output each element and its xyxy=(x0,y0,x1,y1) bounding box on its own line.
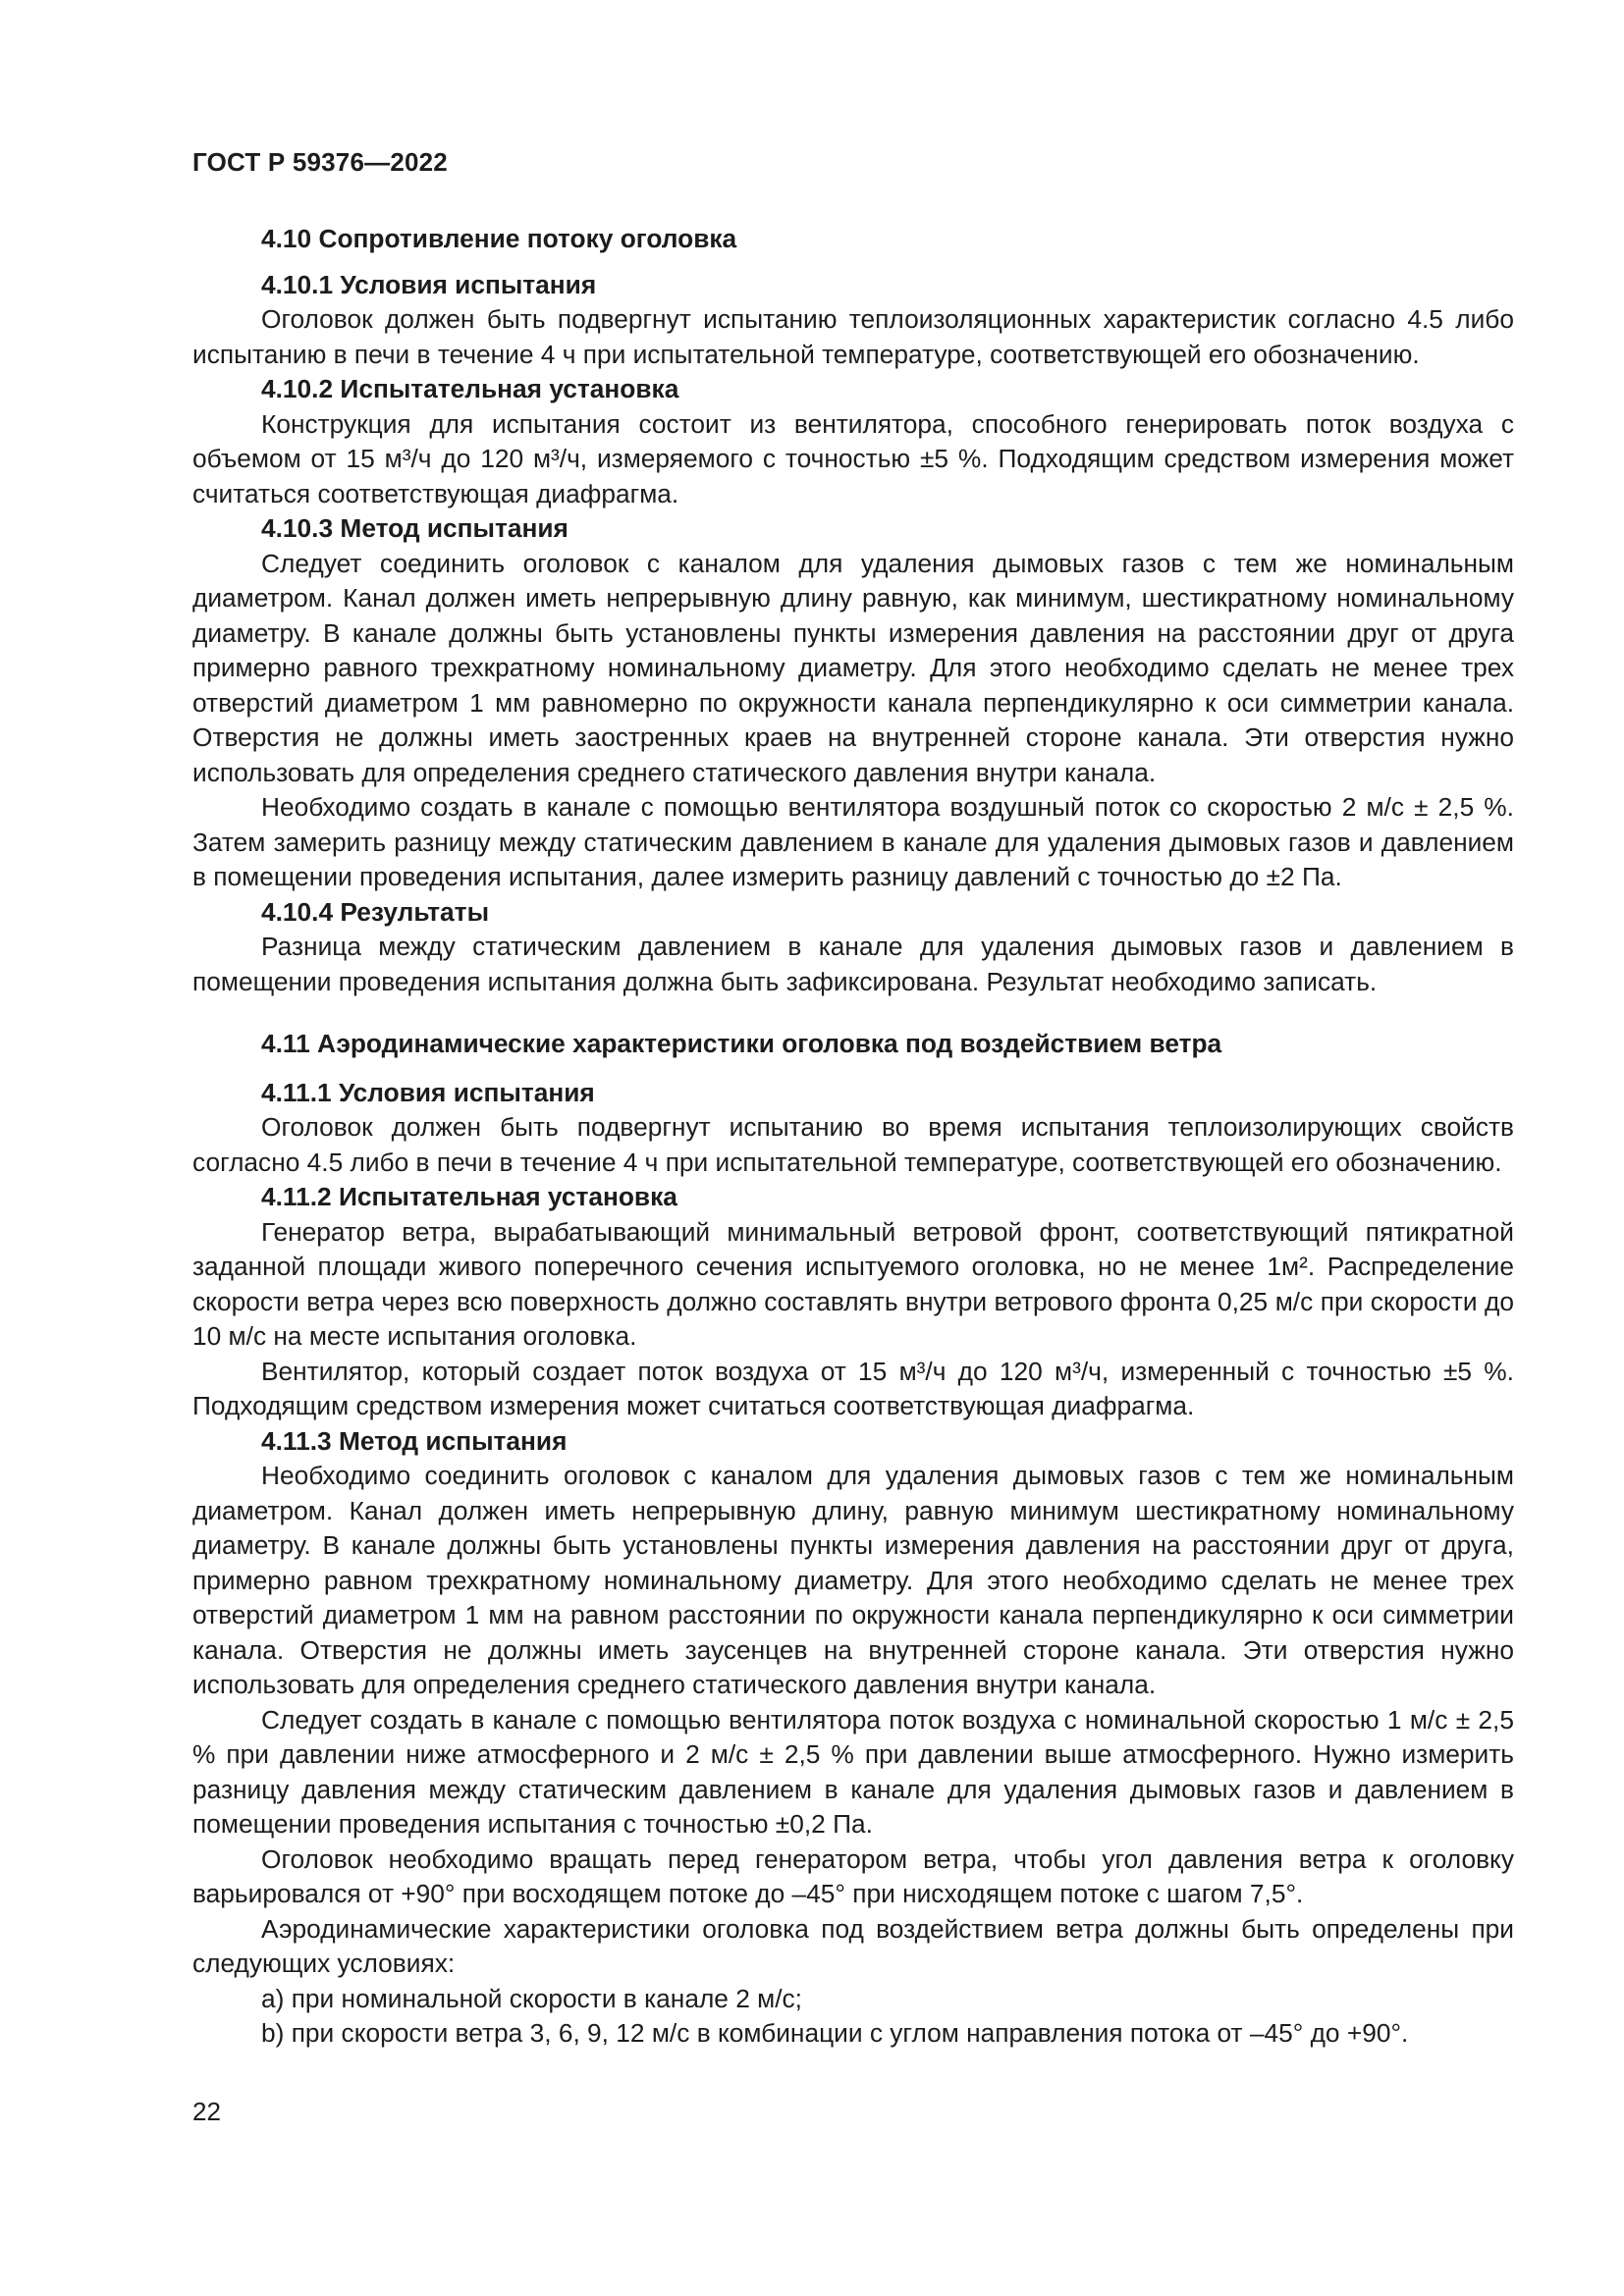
subsection-title-4-11-1: 4.11.1 Условия испытания xyxy=(261,1077,595,1107)
paragraph: Вентилятор, который создает поток воздуха от 15 м³/ч до 120 м³/ч, измеренный с точностью ±5 %. Подходящим средством измерения может считаться соответствующая диафрагма. xyxy=(192,1356,1514,1420)
paragraph: Необходимо создать в канале с помощью вентилятора воздушный поток со скоростью 2 м/с ± 2,5 %. Затем замерить разницу между статическим давлением в канале для удаления дымовых газов и давлением в помещении проведения испытания, далее измерить разницу давлений с точностью до ±2 Па. xyxy=(192,792,1514,891)
paragraph: Необходимо соединить оголовок с каналом для удаления дымовых газов с тем же номинальным диаметром. Канал должен иметь непрерывную длину, равную минимум шестикратному номинальному диаметру. В канале должны быть установлены пункты измерения давления на расстоянии друг от друга, примерно равном трехкратному номинальному диаметру. Для этого необходимо сделать не менее трех отверстий диаметром 1 мм на равном расстоянии по окружности канала перпендикулярно к оси симметрии канала. Отверстия не должны иметь заусенцев на внутренней стороне канала. Эти отверстия нужно использовать для определения среднего статического давления внутри канала. xyxy=(192,1461,1514,1699)
paragraph: Оголовок должен быть подвергнут испытанию во время испытания теплоизолирующих свойств согласно 4.5 либо в печи в течение 4 ч при испытательной температуре, соответствующей его обозначению. xyxy=(192,1112,1514,1177)
list-item-b: b) при скорости ветра 3, 6, 9, 12 м/с в комбинации с углом направления потока от –45° до +90°. xyxy=(261,2018,1409,2048)
paragraph: Аэродинамические характеристики оголовка под воздействием ветра должны быть определены при следующих условиях: xyxy=(192,1913,1514,1978)
paragraph: Оголовок необходимо вращать перед генератором ветра, чтобы угол давления ветра к оголовку варьировался от +90° при восходящем потоке до –45° при нисходящем потоке с шагом 7,5°. xyxy=(192,1843,1514,1908)
paragraph: Генератор ветра, вырабатывающий минимальный ветровой фронт, соответствующий пятикратной заданной площади живого поперечного сечения испытуемого оголовка, но не менее 1м². Распределение скорости ветра через всю поверхность должно составлять внутри ветрового фронта 0,25 м/с при скорости до 10 м/с на месте испытания оголовка. xyxy=(192,1216,1514,1351)
paragraph: Следует соединить оголовок с каналом для удаления дымовых газов с тем же номинальным диаметром. Канал должен иметь непрерывную длину равную, как минимум, шестикратному номинальному диаметру. В канале должны быть установлены пункты измерения давления на расстоянии друг от друга примерно равного трехкратному номинальному диаметру. Для этого необходимо сделать не менее трех отверстий диаметром 1 мм равномерно по окружности канала перпендикулярно к оси симметрии канала. Отверстия не должны иметь заостренных краев на внутренней стороне канала. Эти отверстия нужно использовать для определения среднего статического давления внутри канала. xyxy=(192,548,1514,787)
section-title-4-11: 4.11 Аэродинамические характеристики оголовка под воздействием ветра xyxy=(261,1029,1222,1058)
section-title-4-10: 4.10 Сопротивление потоку оголовка xyxy=(261,224,737,253)
subsection-title-4-11-3: 4.11.3 Метод испытания xyxy=(261,1425,568,1456)
page-number: 22 xyxy=(192,2097,221,2126)
subsection-title-4-10-4: 4.10.4 Результаты xyxy=(261,896,490,927)
paragraph: Конструкция для испытания состоит из вентилятора, способного генерировать поток воздуха с объемом от 15 м³/ч до 120 м³/ч, измеряемого с точностью ±5 %. Подходящим средством измерения может считаться соответствующая диафрагма. xyxy=(192,408,1514,508)
paragraph: Следует создать в канале с помощью вентилятора поток воздуха с номинальной скоростью 1 м/с ± 2,5 % при давлении ниже атмосферного и 2 м/с ± 2,5 % при давлении выше атмосферного. Нужно измерить разницу давления между статическим давлением в канале для удаления дымовых газов и давлением в помещении проведения испытания с точностью ±0,2 Па. xyxy=(192,1704,1514,1839)
subsection-title-4-10-1: 4.10.1 Условия испытания xyxy=(261,269,597,299)
document-body xyxy=(192,222,1514,2052)
document-id-header: ГОСТ Р 59376—2022 xyxy=(192,147,448,177)
subsection-title-4-10-2: 4.10.2 Испытательная установка xyxy=(261,374,679,403)
subsection-title-4-11-2: 4.11.2 Испытательная установка xyxy=(261,1182,677,1211)
subsection-title-4-10-3: 4.10.3 Метод испытания xyxy=(261,513,568,543)
paragraph: Оголовок должен быть подвергнут испытанию теплоизоляционных характеристик согласно 4.5 либо испытанию в печи в течение 4 ч при испытательной температуре, соответствующей его обозначению. xyxy=(192,304,1514,369)
paragraph: Разница между статическим давлением в канале для удаления дымовых газов и давлением в помещении проведения испытания должна быть зафиксирована. Результат необходимо записать. xyxy=(192,932,1514,996)
list-item-a: a) при номинальной скорости в канале 2 м/с; xyxy=(261,1983,802,2013)
